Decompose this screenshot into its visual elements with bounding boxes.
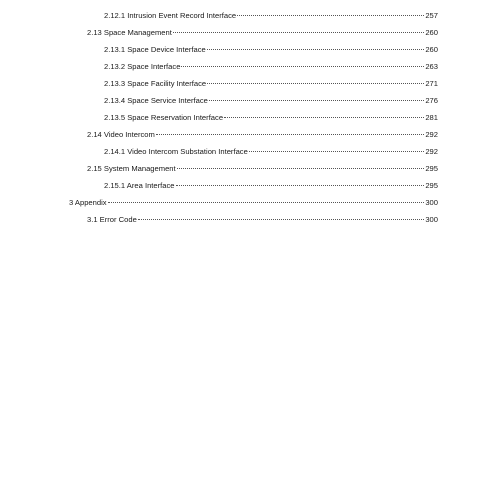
toc-entry-title: 2.15.1 Area Interface bbox=[104, 181, 175, 190]
toc-entry-title: 2.14 Video Intercom bbox=[87, 130, 155, 139]
toc-dot-leader bbox=[224, 117, 424, 118]
toc-dot-leader bbox=[156, 134, 425, 135]
toc-entry-2-13-1[interactable] bbox=[104, 43, 438, 57]
toc-entry-title: 2.13.1 Space Device Interface bbox=[104, 45, 206, 54]
toc-dot-leader bbox=[207, 49, 425, 50]
toc-entry-3[interactable] bbox=[69, 196, 438, 210]
toc-entry-2-13[interactable] bbox=[87, 26, 438, 40]
toc-entry-title: 2.13.4 Space Service Interface bbox=[104, 96, 208, 105]
toc-entry-page: 292 bbox=[425, 147, 438, 156]
toc-dot-leader bbox=[176, 185, 425, 186]
toc-entry-title: 2.13.5 Space Reservation Interface bbox=[104, 113, 224, 122]
toc-entry-3-1[interactable] bbox=[87, 213, 438, 227]
toc-entry-2-14[interactable] bbox=[87, 128, 438, 142]
toc-entry-page: 263 bbox=[425, 62, 438, 71]
toc-entry-2-15[interactable] bbox=[87, 162, 438, 176]
toc-entry-title: 2.13.3 Space Facility Interface bbox=[104, 79, 207, 88]
toc-entry-page: 292 bbox=[425, 130, 438, 139]
toc-entry-page: 300 bbox=[425, 198, 438, 207]
toc-entry-title: 2.14.1 Video Intercom Substation Interface bbox=[104, 147, 248, 156]
toc-dot-leader bbox=[138, 219, 425, 220]
toc-dot-leader bbox=[173, 32, 424, 33]
toc-dot-leader bbox=[249, 151, 425, 152]
toc-entry-page: 257 bbox=[425, 11, 438, 20]
toc-entry-page: 260 bbox=[425, 45, 438, 54]
toc-entry-2-12-1[interactable] bbox=[104, 9, 438, 23]
toc-dot-leader bbox=[108, 202, 425, 203]
toc-entry-page: 295 bbox=[425, 164, 438, 173]
toc-entry-page: 260 bbox=[425, 28, 438, 37]
toc-entry-page: 295 bbox=[425, 181, 438, 190]
toc-entry-title: 3.1 Error Code bbox=[87, 215, 137, 224]
toc-dot-leader bbox=[177, 168, 425, 169]
toc-entry-2-15-1[interactable] bbox=[104, 179, 438, 193]
toc-entry-page: 281 bbox=[425, 113, 438, 122]
toc-dot-leader bbox=[207, 83, 424, 84]
toc-entry-page: 276 bbox=[425, 96, 438, 105]
toc-entry-2-13-5[interactable] bbox=[104, 111, 438, 125]
toc-entry-title: 3 Appendix bbox=[69, 198, 107, 207]
toc-entry-2-14-1[interactable] bbox=[104, 145, 438, 159]
toc-dot-leader bbox=[209, 100, 424, 101]
toc-entry-page: 271 bbox=[425, 79, 438, 88]
toc-entry-title: 2.13.2 Space Interface bbox=[104, 62, 181, 71]
toc-entry-title: 2.12.1 Intrusion Event Record Interface bbox=[104, 11, 237, 20]
toc-dot-leader bbox=[181, 66, 424, 67]
toc-entry-2-13-3[interactable] bbox=[104, 77, 438, 91]
toc-entry-page: 300 bbox=[425, 215, 438, 224]
toc-entry-2-13-2[interactable] bbox=[104, 60, 438, 74]
toc-entry-title: 2.13 Space Management bbox=[87, 28, 172, 37]
toc-entry-2-13-4[interactable] bbox=[104, 94, 438, 108]
toc-entry-title: 2.15 System Management bbox=[87, 164, 176, 173]
toc-dot-leader bbox=[237, 15, 424, 16]
